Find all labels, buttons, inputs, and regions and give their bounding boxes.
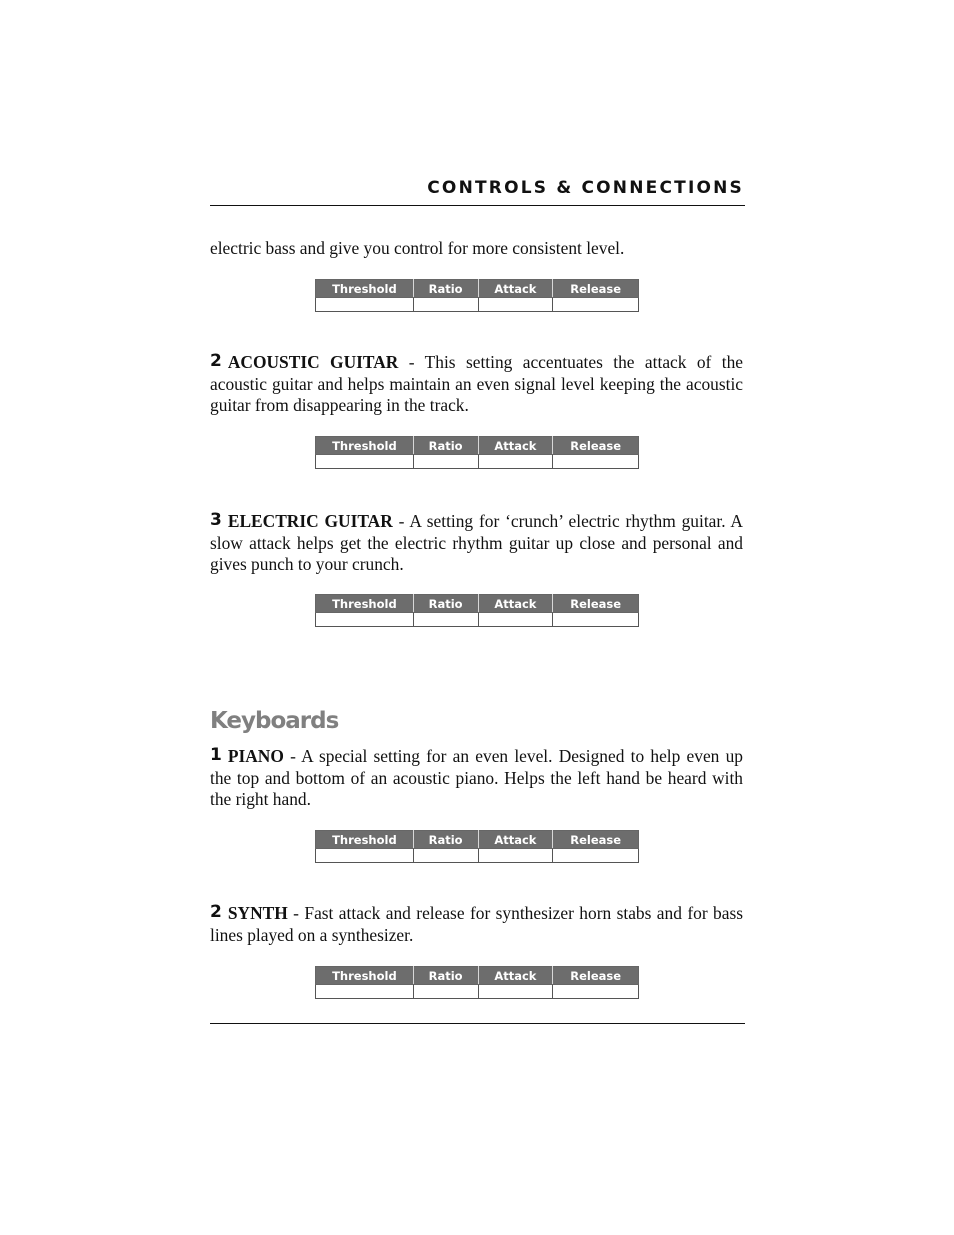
release-header: Release bbox=[553, 831, 639, 849]
ratio-cell bbox=[413, 849, 478, 863]
release-cell bbox=[553, 985, 639, 999]
ratio-cell bbox=[413, 985, 478, 999]
attack-cell bbox=[478, 455, 553, 469]
attack-cell bbox=[478, 849, 553, 863]
item-number: 2 bbox=[210, 351, 222, 371]
threshold-header: Threshold bbox=[316, 280, 414, 298]
setting-description: - Fast attack and release for synthesizer horn stabs and for bass lines played on a synthesizer. bbox=[210, 903, 743, 945]
settings-table-acoustic-guitar bbox=[315, 436, 639, 469]
ratio-cell bbox=[413, 455, 478, 469]
synth-paragraph bbox=[210, 903, 743, 946]
attack-cell bbox=[478, 985, 553, 999]
release-header: Release bbox=[553, 280, 639, 298]
release-header: Release bbox=[553, 595, 639, 613]
settings-table-synth bbox=[315, 966, 639, 999]
settings-table-piano bbox=[315, 830, 639, 863]
ratio-cell bbox=[413, 613, 478, 627]
attack-cell bbox=[478, 298, 553, 312]
attack-header: Attack bbox=[478, 280, 553, 298]
attack-header: Attack bbox=[478, 595, 553, 613]
threshold-cell bbox=[316, 985, 414, 999]
attack-header: Attack bbox=[478, 831, 553, 849]
ratio-cell bbox=[413, 298, 478, 312]
ratio-header: Ratio bbox=[413, 831, 478, 849]
release-cell bbox=[553, 849, 639, 863]
threshold-header: Threshold bbox=[316, 437, 414, 455]
release-header: Release bbox=[553, 967, 639, 985]
page-header-title: CONTROLS & CONNECTIONS bbox=[427, 178, 744, 198]
attack-cell bbox=[478, 613, 553, 627]
release-cell bbox=[553, 298, 639, 312]
setting-name: PIANO bbox=[227, 746, 284, 766]
item-number: 2 bbox=[210, 902, 222, 922]
attack-header: Attack bbox=[478, 967, 553, 985]
threshold-cell bbox=[316, 613, 414, 627]
attack-header: Attack bbox=[478, 437, 553, 455]
setting-description: - This setting accentuates the attack of the acoustic guitar and helps maintain an even signal level keeping the acoustic guitar from disappearing in the track. bbox=[210, 352, 743, 415]
threshold-header: Threshold bbox=[316, 831, 414, 849]
settings-table-bass bbox=[315, 279, 639, 312]
threshold-cell bbox=[316, 849, 414, 863]
settings-table-electric-guitar bbox=[315, 594, 639, 627]
setting-name: ACOUSTIC GUITAR bbox=[227, 352, 399, 372]
ratio-header: Ratio bbox=[413, 437, 478, 455]
release-cell bbox=[553, 613, 639, 627]
setting-name: ELECTRIC GUITAR bbox=[227, 511, 393, 531]
threshold-cell bbox=[316, 455, 414, 469]
piano-paragraph bbox=[210, 746, 743, 810]
release-header: Release bbox=[553, 437, 639, 455]
acoustic-guitar-paragraph bbox=[210, 352, 743, 416]
threshold-cell bbox=[316, 298, 414, 312]
setting-description: - A special setting for an even level. Designed to help even up the top and bottom of an acoustic piano. Helps the left hand be heard with the right hand. bbox=[210, 746, 743, 809]
intro-paragraph: electric bass and give you control for more consistent level. bbox=[210, 238, 625, 258]
item-number: 3 bbox=[210, 510, 222, 530]
ratio-header: Ratio bbox=[413, 595, 478, 613]
header-rule bbox=[210, 205, 745, 206]
ratio-header: Ratio bbox=[413, 967, 478, 985]
release-cell bbox=[553, 455, 639, 469]
item-number: 1 bbox=[210, 745, 222, 765]
setting-name: SYNTH bbox=[227, 903, 288, 923]
footer-rule bbox=[210, 1023, 745, 1024]
keyboards-section-title: Keyboards bbox=[210, 708, 339, 734]
setting-description: - A setting for ‘crunch’ electric rhythm guitar. A slow attack helps get the electric rhythm guitar up close and personal and gives punch to your crunch. bbox=[210, 511, 743, 574]
electric-guitar-paragraph bbox=[210, 511, 743, 575]
threshold-header: Threshold bbox=[316, 595, 414, 613]
threshold-header: Threshold bbox=[316, 967, 414, 985]
ratio-header: Ratio bbox=[413, 280, 478, 298]
